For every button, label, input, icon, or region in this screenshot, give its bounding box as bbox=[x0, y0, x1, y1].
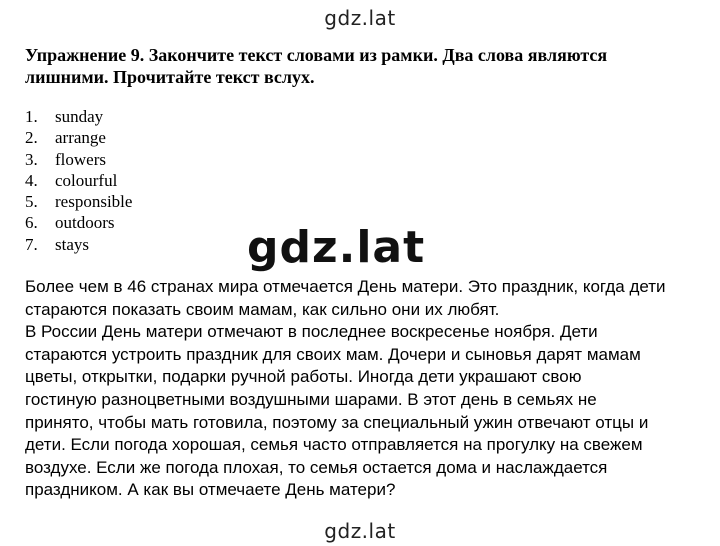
passage-line: В России День матери отмечают в последнее воскресенье ноября. Дети bbox=[25, 322, 598, 342]
exercise-title-line-2: лишними. Прочитайте текст вслух. bbox=[25, 67, 315, 87]
word-text: responsible bbox=[55, 192, 133, 212]
word-number: 7. bbox=[25, 234, 38, 254]
word-number: 6. bbox=[25, 213, 38, 233]
word-text: arrange bbox=[55, 128, 106, 148]
exercise-title-line-1: Упражнение 9. Закончите текст словами из рамки. Два слова являются bbox=[25, 45, 608, 65]
passage-line: воздухе. Если же погода плохая, то семья остается дома и наслаждается bbox=[25, 457, 608, 477]
word-list-item bbox=[25, 127, 132, 148]
word-list-item bbox=[25, 149, 132, 170]
passage-line: дети. Если погода хорошая, семья часто отправляется на прогулку на свежем bbox=[25, 435, 643, 455]
word-number: 4. bbox=[25, 170, 38, 190]
watermark-top: gdz.lat bbox=[324, 6, 396, 30]
word-number: 2. bbox=[25, 128, 38, 148]
word-list-item bbox=[25, 170, 132, 191]
word-number: 3. bbox=[25, 149, 38, 169]
word-text: sunday bbox=[55, 107, 104, 126]
word-text: outdoors bbox=[55, 213, 115, 233]
word-list-item bbox=[25, 191, 132, 212]
passage-line: цветы, открытки, подарки ручной работы. Иногда дети украшают свою bbox=[25, 367, 582, 387]
word-number: 1. bbox=[25, 107, 38, 126]
word-list-item bbox=[25, 234, 132, 255]
passage-text bbox=[25, 276, 705, 502]
exercise-title bbox=[25, 44, 705, 88]
word-list bbox=[25, 106, 132, 255]
word-list-item bbox=[25, 106, 132, 127]
watermark-center: gdz.lat bbox=[247, 222, 426, 273]
word-text: stays bbox=[55, 234, 89, 254]
passage-line: праздником. А как вы отмечаете День матери? bbox=[25, 480, 396, 500]
word-text: colourful bbox=[55, 170, 118, 190]
word-number: 5. bbox=[25, 192, 38, 212]
passage-line: стараются устроить праздник для своих мам. Дочери и сыновья дарят мамам bbox=[25, 344, 641, 364]
passage-line: принято, чтобы мать готовила, поэтому за специальный ужин отвечают отцы и bbox=[25, 412, 649, 432]
word-text: flowers bbox=[55, 149, 106, 169]
passage-line: Более чем в 46 странах мира отмечается День матери. Это праздник, когда дети bbox=[25, 277, 666, 296]
watermark-bottom: gdz.lat bbox=[324, 519, 396, 543]
passage-line: стараются показать своим мамам, как сильно они их любят. bbox=[25, 299, 500, 319]
passage-line: гостиную разноцветными воздушными шарами. В этот день в семьях не bbox=[25, 389, 597, 409]
word-list-item bbox=[25, 212, 132, 233]
